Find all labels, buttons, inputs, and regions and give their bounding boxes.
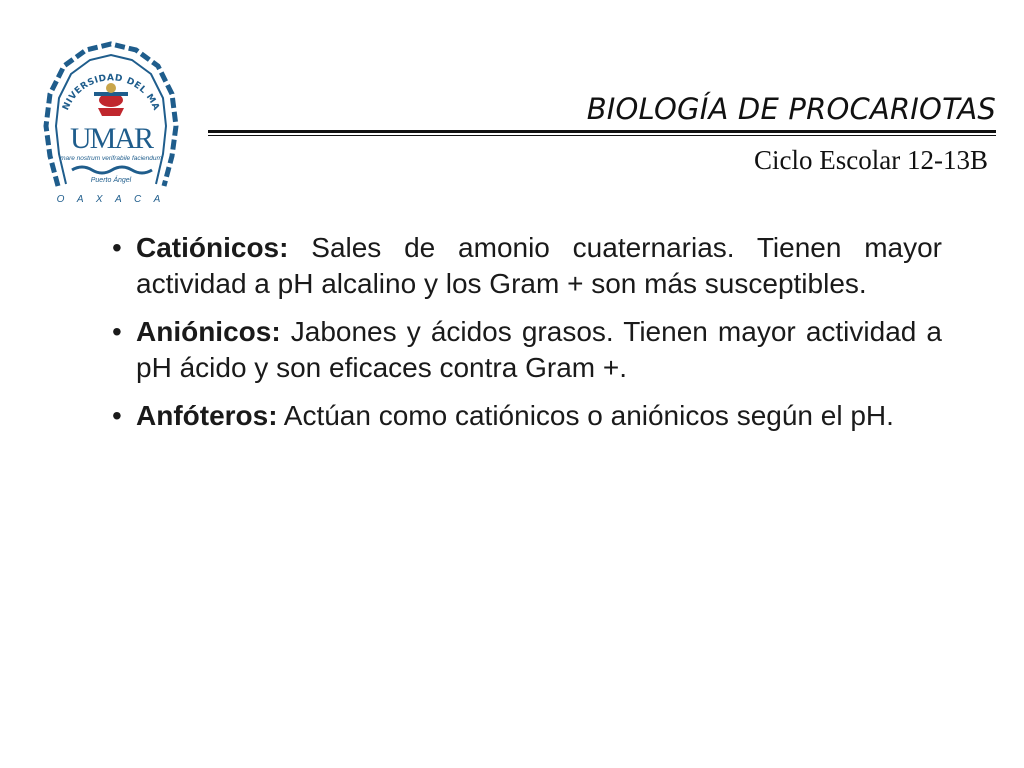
bullet-text: Actúan como catiónicos o aniónicos según el pH.: [277, 400, 894, 431]
svg-text:Puerto Ángel: Puerto Ángel: [90, 177, 132, 184]
bullet-dot: •: [112, 400, 122, 431]
bullet-term: Catiónicos:: [136, 232, 289, 263]
bullet-dot: •: [112, 232, 122, 263]
svg-text:UNIVERSIDAD DEL MAR: NIVERSIDAD DEL MA: [61, 73, 161, 113]
umar-seal-icon: [28, 36, 194, 210]
title-divider: [208, 130, 996, 133]
bullet-dot: •: [112, 316, 122, 347]
course-title: BIOLOGÍA DE PROCARIOTAS: [586, 92, 996, 126]
svg-text:UMAR: UMAR: [69, 122, 153, 155]
bullet-item-anfoteros: [112, 398, 942, 434]
bullet-item-anionicos: [112, 314, 942, 386]
university-logo: [28, 36, 194, 210]
svg-text:mare nostrum verifrabile facie: mare nostrum verifrabile faciendum: [60, 155, 162, 162]
bullet-text: Sales de amonio cuaternarias. Tienen mayor actividad a pH alcalino y los Gram + son más susceptibles.: [136, 232, 942, 299]
title-divider-thin: [208, 135, 996, 136]
bullet-term: Aniónicos:: [136, 316, 281, 347]
bullet-item-cationicos: [112, 230, 942, 302]
school-year: Ciclo Escolar 12-13B: [754, 145, 988, 175]
svg-text:O A X A C A: O A X A C A: [56, 194, 166, 205]
bullet-term: Anfóteros:: [136, 400, 278, 431]
bullet-text: Jabones y ácidos grasos. Tienen mayor actividad a pH ácido y son eficaces contra Gram +.: [136, 316, 942, 383]
bullet-list: [112, 230, 942, 446]
